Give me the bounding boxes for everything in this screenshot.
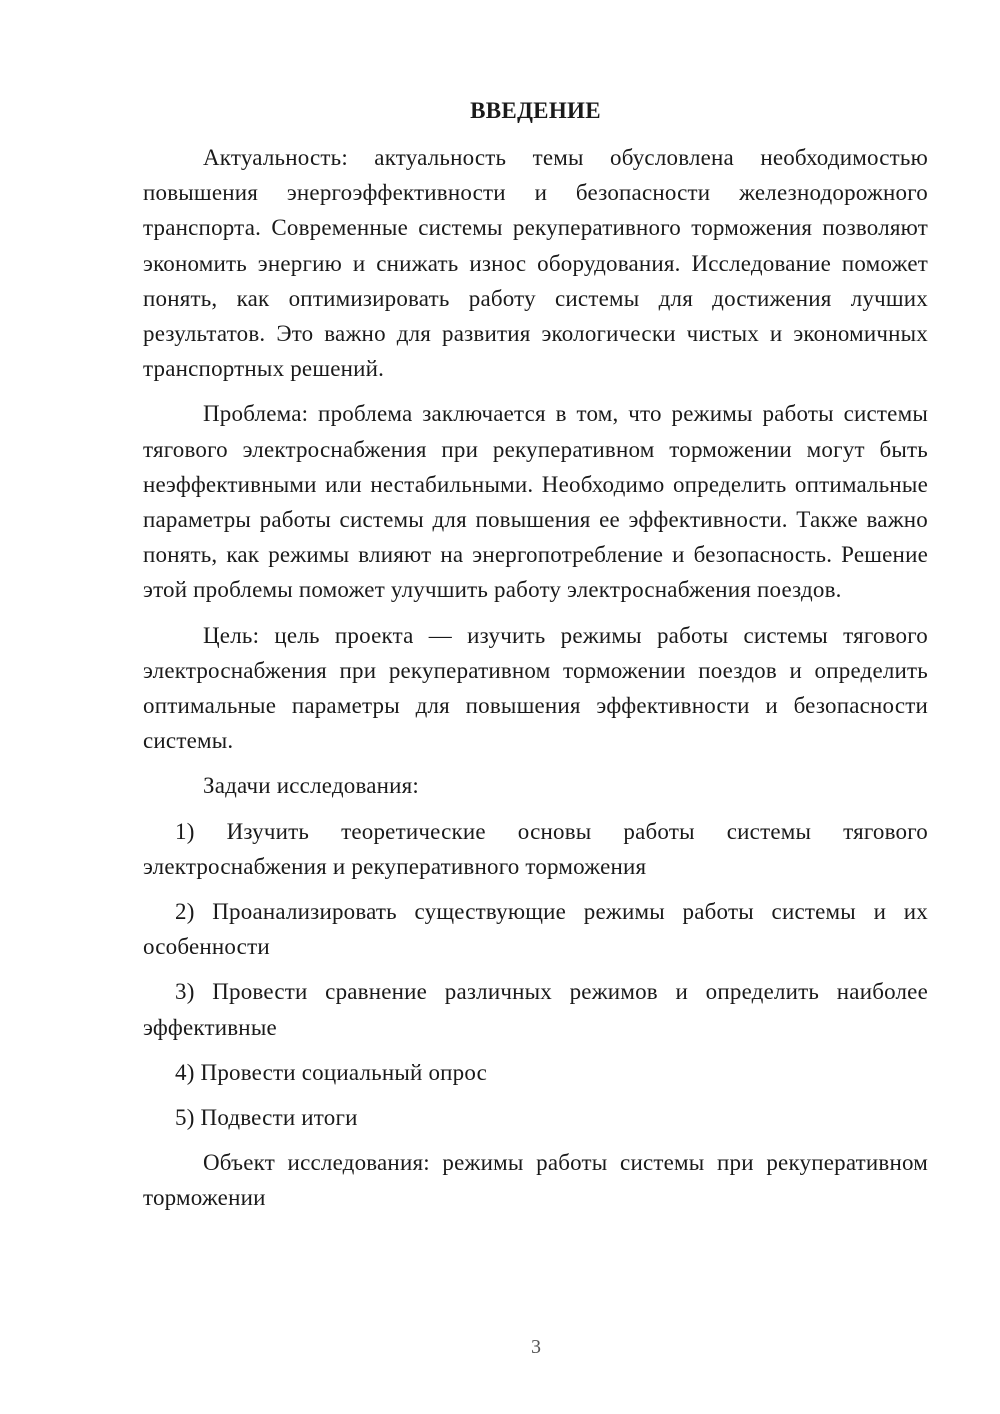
task-item-1: 1) Изучить теоретические основы работы системы тягового электроснабжения и рекуперативного торможения — [143, 818, 928, 879]
task-item-5: 5) Подвести итоги — [175, 1105, 358, 1131]
paragraph-problem: Проблема: проблема заключается в том, что режимы работы системы тягового электроснабжения при рекуперативном торможении могут быть неэффективными или нестабильными. Необходимо определить оптимальные параметры работы системы для повышения ее эффективности. Также важно понять, как режимы влияют на энергопотребление и безопасность. Решение этой проблемы поможет улучшить работу электроснабжения поездов. — [143, 401, 928, 603]
task-item-4: 4) Провести социальный опрос — [175, 1059, 488, 1085]
paragraph-object: Объект исследования: режимы работы системы при рекуперативном торможении — [143, 1150, 928, 1211]
page-content — [143, 92, 928, 1226]
section-heading: ВВЕДЕНИЕ — [470, 98, 601, 123]
task-item-3: 3) Провести сравнение различных режимов и определить наиболее эффективные — [143, 979, 928, 1040]
task-item-2: 2) Проанализировать существующие режимы работы системы и их особенности — [143, 899, 928, 960]
paragraph-goal: Цель: цель проекта — изучить режимы работы системы тягового электроснабжения при рекуперативном торможении поездов и определить оптимальные параметры для повышения эффективности и безопасности системы. — [143, 622, 928, 754]
paragraph-relevance: Актуальность: актуальность темы обусловлена необходимостью повышения энергоэффективности и безопасности железнодорожного транспорта. Современные системы рекуперативного торможения позволяют экономить энергию и снижать износ оборудования. Исследование поможет понять, как оптимизировать работу системы для достижения лучших результатов. Это важно для развития экологически чистых и экономичных транспортных решений. — [143, 145, 928, 382]
tasks-label: Задачи исследования: — [203, 773, 420, 799]
page-number: 3 — [531, 1336, 541, 1358]
